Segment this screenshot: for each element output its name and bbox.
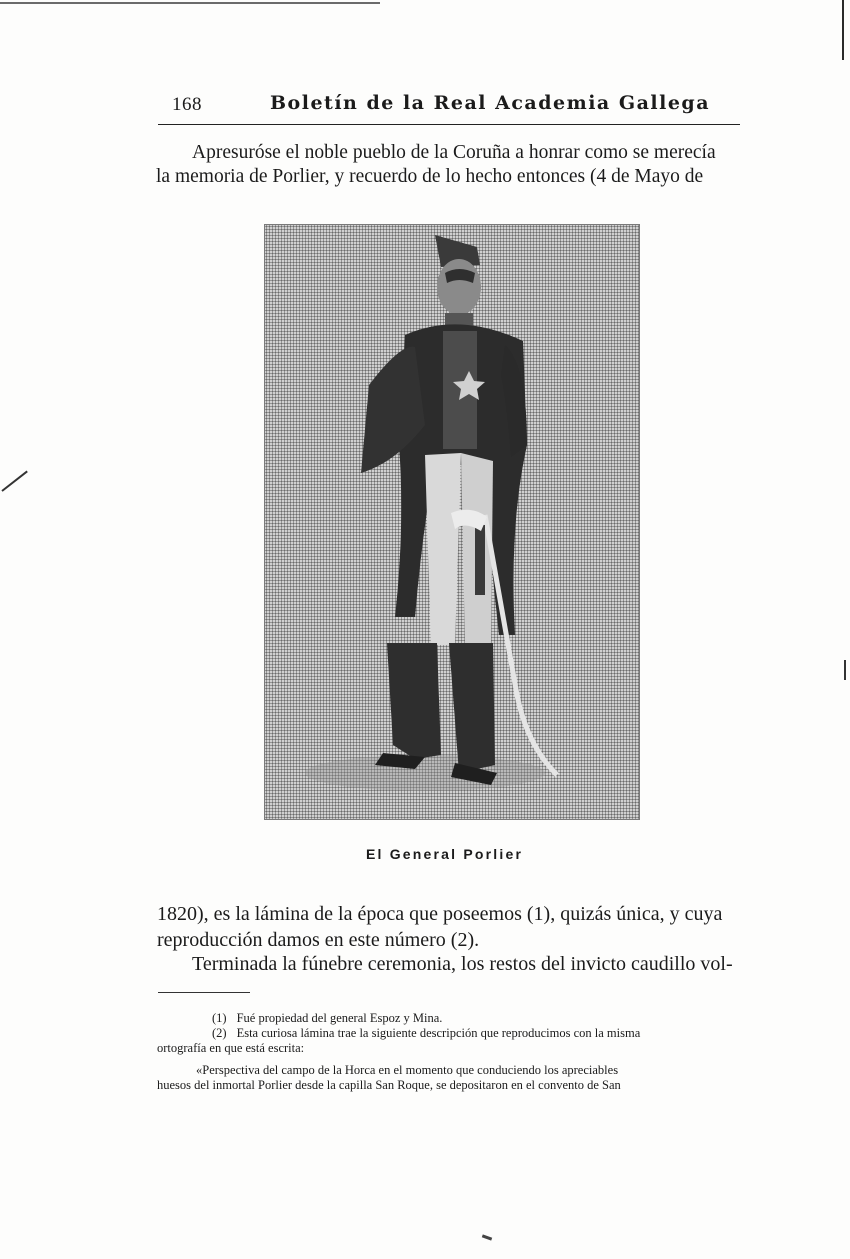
figure-trousers-left [425, 453, 461, 645]
paragraph-1-line-2: la memoria de Porlier, y recuerdo de lo hecho entonces (4 de Mayo de [156, 166, 704, 187]
footnote-quote-line-1: «Perspectiva del campo de la Horca en el momento que conduciendo los apreciables [196, 1063, 619, 1077]
floor-shadow [305, 755, 545, 791]
footnote-1-number: (1) [212, 1011, 227, 1025]
page-header [168, 90, 738, 120]
stray-mark-left [1, 471, 27, 492]
scan-edge-line-right [842, 0, 844, 60]
header-rule [158, 124, 740, 125]
footnote-quote-line-2: huesos del inmortal Porlier desde la capilla San Roque, se depositaron en el convento de San [157, 1078, 621, 1092]
portrait-plate [264, 224, 640, 820]
footnote-2-text-line-1: Esta curiosa lámina trae la siguiente descripción que reproducimos con la misma [236, 1026, 641, 1040]
footnote-2-line-1 [212, 1026, 640, 1041]
scan-edge-line-top [0, 2, 380, 4]
figure-boot-right [449, 643, 495, 773]
paragraph-3-line-1: Terminada la fúnebre ceremonia, los restos del invicto caudillo vol- [192, 953, 733, 975]
paragraph-2-line-1: 1820), es la lámina de la época que poseemos (1), quizás única, y cuya [157, 903, 723, 925]
stray-mark-right [844, 660, 846, 680]
paragraph-2-line-2: reproducción damos en este número (2). [157, 929, 480, 951]
footnote-2-number: (2) [212, 1026, 227, 1040]
plate-caption: El General Porlier [366, 846, 524, 862]
footnote-1-text: Fué propiedad del general Espoz y Mina. [236, 1011, 443, 1025]
footnote-rule [158, 992, 250, 993]
running-title: Boletín de la Real Academia Gallega [270, 92, 711, 114]
paragraph-1-line-1: Apresuróse el noble pueblo de la Coruña a honrar como se merecía [192, 142, 716, 163]
footnote-2-text-line-2: ortografía en que está escrita: [157, 1041, 305, 1055]
stray-mark-bottom [482, 1234, 492, 1240]
figure-head [437, 259, 481, 315]
sword-hilt-tassel [475, 525, 485, 595]
portrait-engraving-icon [265, 225, 639, 819]
footnote-1 [212, 1011, 442, 1026]
page-number: 168 [172, 94, 202, 115]
figure-boot-left [387, 643, 441, 759]
